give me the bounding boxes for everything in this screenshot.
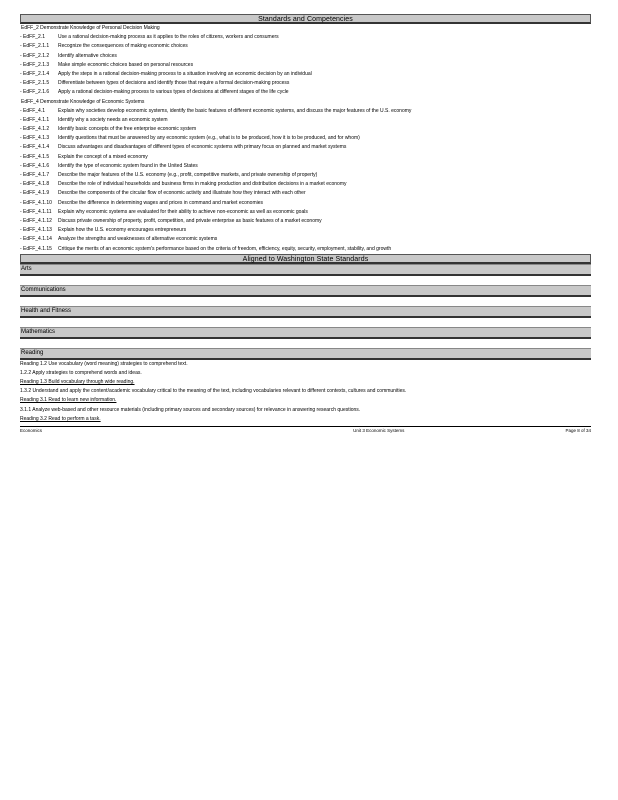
group2-heading: EdFF_4 Demonstrate Knowledge of Economic Systems bbox=[21, 98, 145, 105]
standard-item bbox=[20, 33, 591, 42]
footer-left: Economics bbox=[20, 428, 43, 433]
reading-line-1: Reading 1.2 Use vocabulary (word meaning) strategies to comprehend text. bbox=[20, 360, 188, 367]
standard-text: Identify why a society needs an economic system bbox=[58, 116, 168, 123]
standard-text: Analyze the strengths and weaknesses of alternative economic systems bbox=[58, 236, 218, 243]
standard-text: Discuss advantages and disadvantages of different types of economic systems with primary focus on planned and market systems bbox=[58, 144, 347, 151]
standards-header-bar: Standards and Competencies bbox=[20, 14, 591, 24]
standard-item bbox=[20, 208, 591, 217]
standard-text: Critique the merits of an economic system's performance based on the criteria of freedom, efficiency, equity, security, employment, stability, and growth bbox=[58, 245, 392, 252]
standard-code: - EdFF_4.1.1 bbox=[20, 116, 50, 123]
standard-text: Apply the steps in a rational decision-making process to a situation involving an economic decision by an individual bbox=[58, 70, 312, 77]
section-math: Mathematics bbox=[20, 327, 591, 339]
standard-item bbox=[20, 162, 591, 171]
standard-text: Differentiate between types of decisions and identify those that require a formal decision-making process bbox=[58, 80, 290, 87]
reading-line-7: Reading 3.2 Read to perform a task. bbox=[20, 415, 101, 422]
document-page bbox=[20, 14, 591, 433]
standard-code: - EdFF_2.1 bbox=[20, 34, 46, 41]
standard-text: Explain why societies develop economic systems, identify the basic features of different economic systems, and discuss the major features of the U.S. economy bbox=[58, 107, 412, 114]
standard-item bbox=[20, 70, 591, 79]
reading-line-2: 1.2.2 Apply strategies to comprehend words and ideas. bbox=[20, 369, 142, 376]
standard-code: - EdFF_4.1.12 bbox=[20, 217, 52, 224]
standard-text: Use a rational decision-making process as it applies to the roles of citizens, workers and consumers bbox=[58, 34, 279, 41]
standard-code: - EdFF_2.1.3 bbox=[20, 61, 50, 68]
standard-code: - EdFF_4.1.4 bbox=[20, 144, 50, 151]
standard-code: - EdFF_2.1.6 bbox=[20, 89, 50, 96]
standard-item bbox=[20, 88, 591, 97]
standard-item bbox=[20, 143, 591, 152]
standard-text: Describe the major features of the U.S. economy (e.g., profit, competitive markets, and private ownership of property) bbox=[58, 172, 318, 178]
standard-item bbox=[20, 61, 591, 70]
standard-text: Identify questions that must be answered by any economic system (e.g., what is to be produced, how it is to be produced, and for whom) bbox=[58, 135, 360, 142]
section-communications: Communications bbox=[20, 285, 591, 297]
standard-item bbox=[20, 189, 591, 198]
standard-text: Describe the difference in determining wages and prices in command and market economies bbox=[58, 199, 264, 206]
standard-item bbox=[20, 153, 591, 162]
reading-line-3: Reading 1.3 Build vocabulary through wide reading. bbox=[20, 379, 135, 386]
footer-middle: Unit 3 Economic Systems bbox=[353, 428, 405, 433]
standard-code: - EdFF_4.1 bbox=[20, 107, 46, 114]
standard-code: - EdFF_2.1.1 bbox=[20, 43, 50, 50]
standard-text: Describe the role of individual households and business firms in making production and distribution decisions in a market economy bbox=[58, 181, 347, 188]
standard-item bbox=[20, 171, 591, 180]
section-arts: Arts bbox=[20, 264, 591, 276]
standard-text: Explain the concept of a mixed economy bbox=[58, 153, 148, 160]
standard-item bbox=[20, 107, 591, 116]
standard-text: Describe the components of the circular flow of economic activity and illustrate how they interact with each other bbox=[58, 190, 306, 197]
group1-list bbox=[20, 33, 591, 97]
standard-code: - EdFF_2.1.5 bbox=[20, 80, 50, 87]
standard-code: - EdFF_4.1.6 bbox=[20, 162, 50, 169]
reading-line-4: 1.3.2 Understand and apply the content/academic vocabulary critical to the meaning of the text, including vocabularies relevant to different contexts, cultures and communities. bbox=[20, 388, 407, 395]
standard-code: - EdFF_2.1.4 bbox=[20, 70, 50, 77]
standard-item bbox=[20, 116, 591, 125]
standard-code: - EdFF_4.1.11 bbox=[20, 208, 52, 215]
page-footer bbox=[20, 426, 591, 433]
standard-code: - EdFF_4.1.9 bbox=[20, 190, 50, 197]
footer-right: Page 8 of 34 bbox=[565, 428, 591, 433]
standard-item bbox=[20, 134, 591, 143]
standard-item bbox=[20, 125, 591, 134]
standard-item bbox=[20, 245, 591, 254]
standard-item bbox=[20, 180, 591, 189]
group2-list bbox=[20, 107, 591, 254]
standard-text: Identify the type of economic system found in the United States bbox=[58, 162, 198, 169]
standard-code: - EdFF_4.1.8 bbox=[20, 181, 50, 188]
standard-text: Apply a rational decision-making process to various types of decisions at different stages of the life cycle bbox=[58, 89, 289, 96]
standard-text: Recognize the consequences of making economic choices bbox=[58, 43, 188, 50]
standard-text: Make simple economic choices based on personal resources bbox=[58, 61, 194, 68]
reading-line-5: Reading 3.1 Read to learn new information. bbox=[20, 397, 117, 404]
standard-item bbox=[20, 52, 591, 61]
standard-text: Discuss private ownership of property, profit, competition, and private enterprise as basic features of a market economy bbox=[58, 217, 322, 224]
aligned-header-bar: Aligned to Washington State Standards bbox=[20, 254, 591, 264]
standard-item bbox=[20, 199, 591, 208]
reading-line-6: 3.1.1 Analyze web-based and other resource materials (including primary sources and secondary sources) for relevance in answering research questions. bbox=[20, 406, 361, 413]
standard-code: - EdFF_4.1.14 bbox=[20, 236, 52, 243]
standard-code: - EdFF_4.1.10 bbox=[20, 199, 52, 206]
standard-code: - EdFF_4.1.5 bbox=[20, 153, 50, 160]
section-reading: Reading bbox=[20, 348, 591, 360]
standard-code: - EdFF_2.1.2 bbox=[20, 52, 50, 59]
standard-item bbox=[20, 42, 591, 51]
group1-heading: EdFF_2 Demonstrate Knowledge of Personal Decision Making bbox=[21, 25, 160, 31]
standard-code: - EdFF_4.1.15 bbox=[20, 245, 52, 252]
standard-text: Explain how the U.S. economy encourages entrepreneurs bbox=[58, 227, 187, 234]
standard-item bbox=[20, 217, 591, 226]
section-health: Health and Fitness bbox=[20, 306, 591, 318]
standard-code: - EdFF_4.1.3 bbox=[20, 135, 50, 142]
standard-text: Identify basic concepts of the free enterprise economic system bbox=[58, 126, 197, 133]
standard-code: - EdFF_4.1.13 bbox=[20, 227, 52, 234]
standard-text: Explain why economic systems are evaluated for their ability to achieve non-economic as well as economic goals bbox=[58, 208, 308, 215]
standard-item bbox=[20, 235, 591, 244]
standard-item bbox=[20, 226, 591, 235]
standard-code: - EdFF_4.1.2 bbox=[20, 126, 50, 133]
standard-code: - EdFF_4.1.7 bbox=[20, 172, 50, 178]
standard-text: Identify alternative choices bbox=[58, 52, 117, 59]
standard-item bbox=[20, 79, 591, 88]
